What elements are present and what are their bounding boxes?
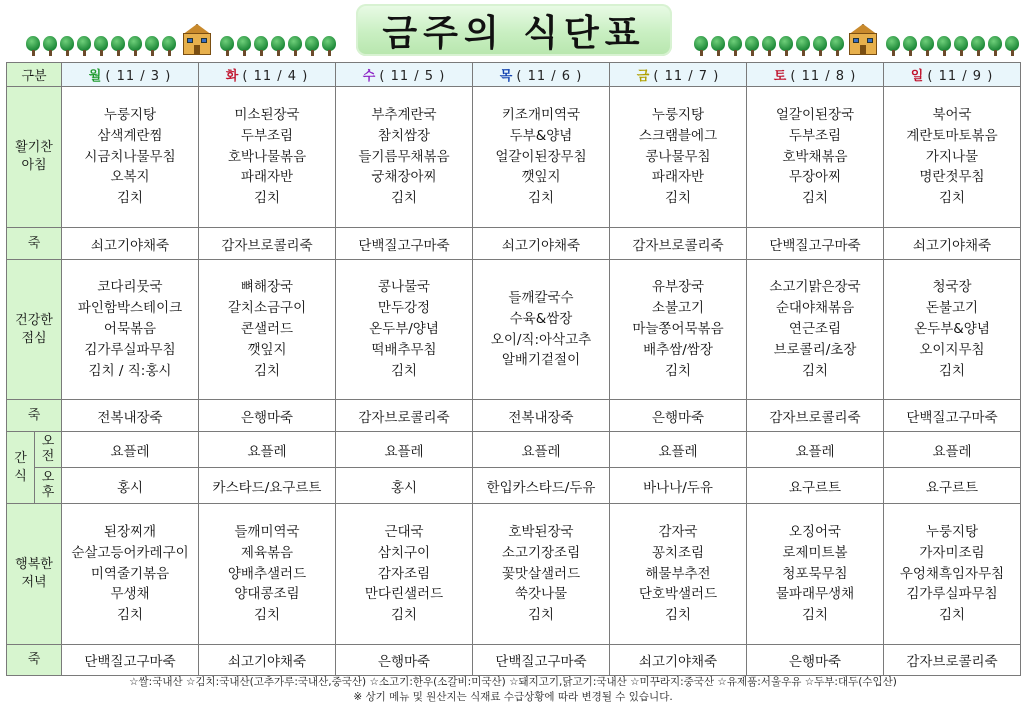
porridge-cell: 은행마죽	[610, 400, 747, 432]
porridge-cell: 단백질고구마죽	[62, 645, 199, 676]
porridge-cell: 감자브로콜리죽	[610, 228, 747, 260]
menu-item: 부추계란국	[371, 106, 437, 123]
menu-cell	[336, 260, 473, 400]
menu-item: 삼색계란찜	[97, 127, 163, 144]
menu-item: 김치	[116, 190, 144, 207]
menu-item: 꽁치조림	[651, 544, 705, 561]
day-date: ( 11 / 6 )	[516, 69, 583, 84]
tree-icon	[322, 36, 336, 56]
menu-item: 파래자반	[240, 169, 294, 186]
tree-icon	[26, 36, 40, 56]
snack-am-row	[7, 432, 1021, 468]
menu-cell	[199, 504, 336, 645]
menu-item: 김치	[116, 607, 144, 624]
menu-item: 오이/직:아삭고추	[490, 331, 592, 348]
snack-pm-row	[7, 468, 1021, 504]
day-date: ( 11 / 8 )	[790, 69, 857, 84]
porridge-label: 죽	[7, 645, 62, 676]
porridge-cell: 전복내장죽	[473, 400, 610, 432]
menu-item: 김치	[664, 190, 692, 207]
menu-item: 두부조림	[240, 127, 294, 144]
menu-item: 콘샐러드	[240, 321, 294, 338]
porridge-cell: 쇠고기야채죽	[473, 228, 610, 260]
day-name: 토	[773, 69, 787, 84]
lunch-label	[7, 260, 62, 400]
menu-item: 순대야채볶음	[775, 300, 855, 317]
tree-icon	[954, 36, 968, 56]
menu-cell	[62, 504, 199, 645]
day-date: ( 11 / 9 )	[927, 69, 994, 84]
menu-item: 만다린샐러드	[364, 586, 444, 603]
day-date: ( 11 / 4 )	[242, 69, 309, 84]
menu-item: 북어국	[932, 106, 972, 123]
menu-item: 김치	[527, 607, 555, 624]
menu-item: 소고기맑은장국	[769, 279, 861, 296]
menu-item: 오징어국	[788, 523, 842, 540]
porridge-label: 죽	[7, 400, 62, 432]
menu-item: 가지나물	[925, 148, 979, 165]
porridge-row	[7, 228, 1021, 260]
origin-note: ☆쌀:국내산 ☆김치:국내산(고추가루:국내산,중국산) ☆소고기:한우(소갈비:미국산) ☆돼지고기,닭고기:국내산 ☆미꾸라지:중국산 ☆유제품:서울우유 ☆두부:대두(수입산)	[129, 676, 897, 688]
snack-cell: 한입카스타드/두유	[473, 468, 610, 504]
porridge-cell: 단백질고구마죽	[473, 645, 610, 676]
tree-icon	[237, 36, 251, 56]
footer-notes	[0, 675, 1026, 705]
label-line: 아침	[21, 158, 47, 173]
menu-item: 김치	[390, 190, 418, 207]
tree-icon	[220, 36, 234, 56]
right-trees-2	[886, 36, 1019, 56]
menu-item: 들깨칼국수	[508, 289, 574, 306]
menu-item: 두부조림	[788, 127, 842, 144]
menu-item: 들기름무채볶음	[358, 148, 450, 165]
menu-item: 김치	[801, 607, 829, 624]
menu-item: 호박된장국	[508, 523, 574, 540]
snack-cell: 요플레	[62, 432, 199, 468]
label-line: 건강한	[15, 312, 53, 328]
corner-label: 구분	[7, 63, 62, 87]
menu-item: 온두부/양념	[369, 321, 439, 338]
menu-item: 깻잎지	[521, 169, 561, 186]
day-header	[199, 63, 336, 87]
menu-item: 누룽지탕	[103, 106, 157, 123]
snack-cell: 요플레	[473, 432, 610, 468]
menu-item: 김치	[253, 607, 281, 624]
menu-item: 궁채장아찌	[371, 169, 437, 186]
menu-item: 단호박샐러드	[638, 586, 718, 603]
menu-item: 두부&양념	[509, 127, 573, 144]
menu-item: 김치	[938, 607, 966, 624]
day-name: 일	[910, 69, 924, 84]
tree-icon	[886, 36, 900, 56]
porridge-cell: 쇠고기야채죽	[62, 228, 199, 260]
label-line: 저녁	[21, 575, 47, 590]
menu-item: 수육&쌈장	[509, 310, 573, 327]
menu-cell	[62, 260, 199, 400]
menu-item: 호박나물볶음	[227, 148, 307, 165]
menu-item: 소고기장조림	[501, 544, 581, 561]
menu-item: 참치쌈장	[377, 127, 431, 144]
menu-item: 소불고기	[651, 300, 705, 317]
menu-item: 콩나물국	[377, 279, 431, 296]
menu-item: 김가루실파무침	[906, 586, 998, 603]
menu-item: 김치	[938, 190, 966, 207]
porridge-cell: 감자브로콜리죽	[199, 228, 336, 260]
menu-item: 파래자반	[651, 169, 705, 186]
tree-icon	[813, 36, 827, 56]
menu-item: 오복지	[110, 169, 150, 186]
day-header	[747, 63, 884, 87]
lunch-row	[7, 260, 1021, 400]
menu-item: 누룽지탕	[651, 106, 705, 123]
day-date: ( 11 / 3 )	[105, 69, 172, 84]
breakfast-row	[7, 87, 1021, 228]
menu-item: 감자국	[658, 523, 698, 540]
menu-item: 시금치나물무침	[84, 148, 176, 165]
menu-item: 감자조림	[377, 565, 431, 582]
menu-item: 파인함박스테이크	[77, 300, 183, 317]
left-trees	[26, 36, 176, 56]
menu-item: 김가루실파무침	[84, 341, 176, 358]
menu-item: 돈불고기	[925, 300, 979, 317]
tree-icon	[77, 36, 91, 56]
label-line: 간	[14, 450, 27, 466]
menu-item: 로제미트볼	[782, 544, 848, 561]
tree-icon	[920, 36, 934, 56]
tree-icon	[694, 36, 708, 56]
menu-cell	[610, 87, 747, 228]
menu-item: 청포묵무침	[782, 565, 848, 582]
porridge-cell: 단백질고구마죽	[336, 228, 473, 260]
dinner-row	[7, 504, 1021, 645]
menu-item: 김치	[801, 190, 829, 207]
menu-item: 김치	[390, 362, 418, 379]
day-name: 월	[88, 69, 102, 84]
menu-item: 우엉채흑임자무침	[899, 565, 1005, 582]
label-line: 전	[41, 448, 55, 464]
header-row	[7, 63, 1021, 87]
porridge-cell: 감자브로콜리죽	[747, 400, 884, 432]
house-icon	[846, 24, 880, 56]
house-icon	[180, 24, 214, 56]
right-trees	[694, 36, 844, 56]
dinner-label	[7, 504, 62, 645]
menu-item: 얼갈이된장국	[775, 106, 855, 123]
label-line: 활기찬	[15, 140, 53, 156]
menu-item: 가자미조림	[919, 544, 985, 561]
porridge-cell: 감자브로콜리죽	[884, 645, 1021, 676]
snack-cell: 홍시	[62, 468, 199, 504]
menu-item: 만두강정	[377, 300, 431, 317]
menu-item: 삼치구이	[377, 544, 431, 561]
menu-item: 미소된장국	[234, 106, 300, 123]
menu-item: 된장찌개	[103, 523, 157, 540]
menu-cell	[473, 87, 610, 228]
porridge-cell: 쇠고기야채죽	[199, 645, 336, 676]
menu-item: 들깨미역국	[234, 523, 300, 540]
snack-cell: 요구르트	[884, 468, 1021, 504]
snack-label	[7, 432, 35, 504]
day-header	[336, 63, 473, 87]
snack-cell: 요플레	[199, 432, 336, 468]
snack-cell: 요플레	[747, 432, 884, 468]
menu-item: 어묵볶음	[103, 321, 157, 338]
tree-icon	[162, 36, 176, 56]
label-line: 후	[41, 484, 55, 500]
label-line: 오	[41, 470, 55, 486]
day-header	[610, 63, 747, 87]
menu-item: 깻잎지	[247, 341, 287, 358]
menu-cell	[199, 260, 336, 400]
day-header	[62, 63, 199, 87]
menu-item: 해물부추전	[645, 565, 711, 582]
menu-item: 스크램블에그	[638, 127, 718, 144]
menu-item: 김치	[253, 362, 281, 379]
menu-item: 오이지무침	[919, 341, 985, 358]
change-notice: ※ 상기 메뉴 및 원산지는 식재료 수급상황에 따라 변경될 수 있습니다.	[353, 691, 673, 703]
tree-icon	[94, 36, 108, 56]
menu-item: 키조개미역국	[501, 106, 581, 123]
menu-item: 온두부&양념	[914, 321, 990, 338]
tree-icon	[288, 36, 302, 56]
snack-cell: 요플레	[884, 432, 1021, 468]
menu-cell	[884, 260, 1021, 400]
label-line: 점심	[21, 330, 47, 346]
porridge-cell: 은행마죽	[199, 400, 336, 432]
porridge-cell: 쇠고기야채죽	[884, 228, 1021, 260]
tree-icon	[728, 36, 742, 56]
menu-item: 알배기겉절이	[501, 352, 581, 369]
menu-item: 김치	[938, 362, 966, 379]
tree-icon	[111, 36, 125, 56]
tree-icon	[937, 36, 951, 56]
menu-item: 순살고등어카레구이	[71, 544, 189, 561]
day-name: 금	[636, 69, 650, 84]
tree-icon	[971, 36, 985, 56]
snack-cell: 요플레	[610, 432, 747, 468]
menu-item: 양대콩조림	[234, 586, 300, 603]
menu-item: 마늘쫑어묵볶음	[632, 321, 724, 338]
menu-cell	[610, 504, 747, 645]
day-name: 목	[499, 69, 513, 84]
menu-cell	[747, 504, 884, 645]
porridge-cell: 단백질고구마죽	[747, 228, 884, 260]
menu-item: 꽃맛살샐러드	[501, 565, 581, 582]
menu-cell	[610, 260, 747, 400]
menu-item: 무장아찌	[788, 169, 842, 186]
menu-cell	[336, 87, 473, 228]
label-line: 오	[41, 434, 55, 450]
menu-cell	[473, 504, 610, 645]
snack-cell: 요구르트	[747, 468, 884, 504]
menu-item: 누룽지탕	[925, 523, 979, 540]
menu-item: 코다리뭇국	[97, 279, 163, 296]
menu-item: 미역줄기볶음	[90, 565, 170, 582]
menu-cell	[884, 504, 1021, 645]
tree-icon	[711, 36, 725, 56]
menu-item: 갈치소금구이	[227, 300, 307, 317]
menu-item: 김치	[664, 362, 692, 379]
menu-item: 근대국	[384, 523, 424, 540]
tree-icon	[779, 36, 793, 56]
porridge-row	[7, 400, 1021, 432]
title-banner	[356, 4, 672, 56]
tree-icon	[254, 36, 268, 56]
porridge-cell: 은행마죽	[747, 645, 884, 676]
menu-cell	[747, 260, 884, 400]
menu-item: 무생채	[110, 586, 150, 603]
snack-am-label	[35, 432, 62, 468]
menu-item: 김치	[664, 607, 692, 624]
menu-item: 양배추샐러드	[227, 565, 307, 582]
tree-icon	[43, 36, 57, 56]
tree-icon	[1005, 36, 1019, 56]
menu-item: 제육볶음	[240, 544, 294, 561]
menu-cell	[884, 87, 1021, 228]
porridge-cell: 은행마죽	[336, 645, 473, 676]
porridge-cell: 전복내장죽	[62, 400, 199, 432]
meal-table	[6, 62, 1021, 676]
menu-cell	[62, 87, 199, 228]
snack-cell: 카스타드/요구르트	[199, 468, 336, 504]
tree-icon	[145, 36, 159, 56]
menu-item: 호박채볶음	[782, 148, 848, 165]
left-trees-2	[220, 36, 336, 56]
menu-item: 뼈해장국	[240, 279, 294, 296]
snack-cell: 요플레	[336, 432, 473, 468]
tree-icon	[762, 36, 776, 56]
label-line: 식	[14, 468, 27, 484]
menu-item: 유부장국	[651, 279, 705, 296]
breakfast-label	[7, 87, 62, 228]
porridge-cell: 단백질고구마죽	[884, 400, 1021, 432]
label-line: 행복한	[15, 557, 53, 573]
menu-item: 물파래무생채	[775, 586, 855, 603]
menu-item: 청국장	[932, 279, 972, 296]
tree-icon	[745, 36, 759, 56]
day-header	[884, 63, 1021, 87]
menu-item: 김치 / 직:홍시	[88, 362, 172, 379]
snack-cell: 바나나/두유	[610, 468, 747, 504]
menu-item: 명란젓무침	[919, 169, 985, 186]
day-date: ( 11 / 7 )	[653, 69, 720, 84]
day-name: 화	[225, 69, 239, 84]
menu-cell	[336, 504, 473, 645]
day-date: ( 11 / 5 )	[379, 69, 446, 84]
menu-item: 배추쌈/쌈장	[643, 341, 713, 358]
menu-item: 콩나물무침	[645, 148, 711, 165]
menu-cell	[747, 87, 884, 228]
menu-cell	[473, 260, 610, 400]
tree-icon	[988, 36, 1002, 56]
tree-icon	[60, 36, 74, 56]
tree-icon	[796, 36, 810, 56]
menu-item: 쑥갓나물	[514, 586, 568, 603]
day-header	[473, 63, 610, 87]
menu-item: 김치	[253, 190, 281, 207]
menu-item: 얼갈이된장무침	[495, 148, 587, 165]
menu-item: 김치	[527, 190, 555, 207]
menu-item: 브로콜리/초장	[773, 341, 857, 358]
tree-icon	[830, 36, 844, 56]
menu-item: 계란토마토볶음	[906, 127, 998, 144]
menu-item: 김치	[801, 362, 829, 379]
menu-item: 떡배추무침	[371, 341, 437, 358]
porridge-row	[7, 645, 1021, 676]
tree-icon	[903, 36, 917, 56]
porridge-cell: 감자브로콜리죽	[336, 400, 473, 432]
menu-cell	[199, 87, 336, 228]
snack-cell: 홍시	[336, 468, 473, 504]
day-name: 수	[362, 69, 376, 84]
tree-icon	[305, 36, 319, 56]
page-title: 금주의 식단표	[382, 12, 646, 54]
porridge-label: 죽	[7, 228, 62, 260]
menu-item: 연근조림	[788, 321, 842, 338]
tree-icon	[271, 36, 285, 56]
tree-icon	[128, 36, 142, 56]
menu-item: 김치	[390, 607, 418, 624]
snack-pm-label	[35, 468, 62, 504]
porridge-cell: 쇠고기야채죽	[610, 645, 747, 676]
